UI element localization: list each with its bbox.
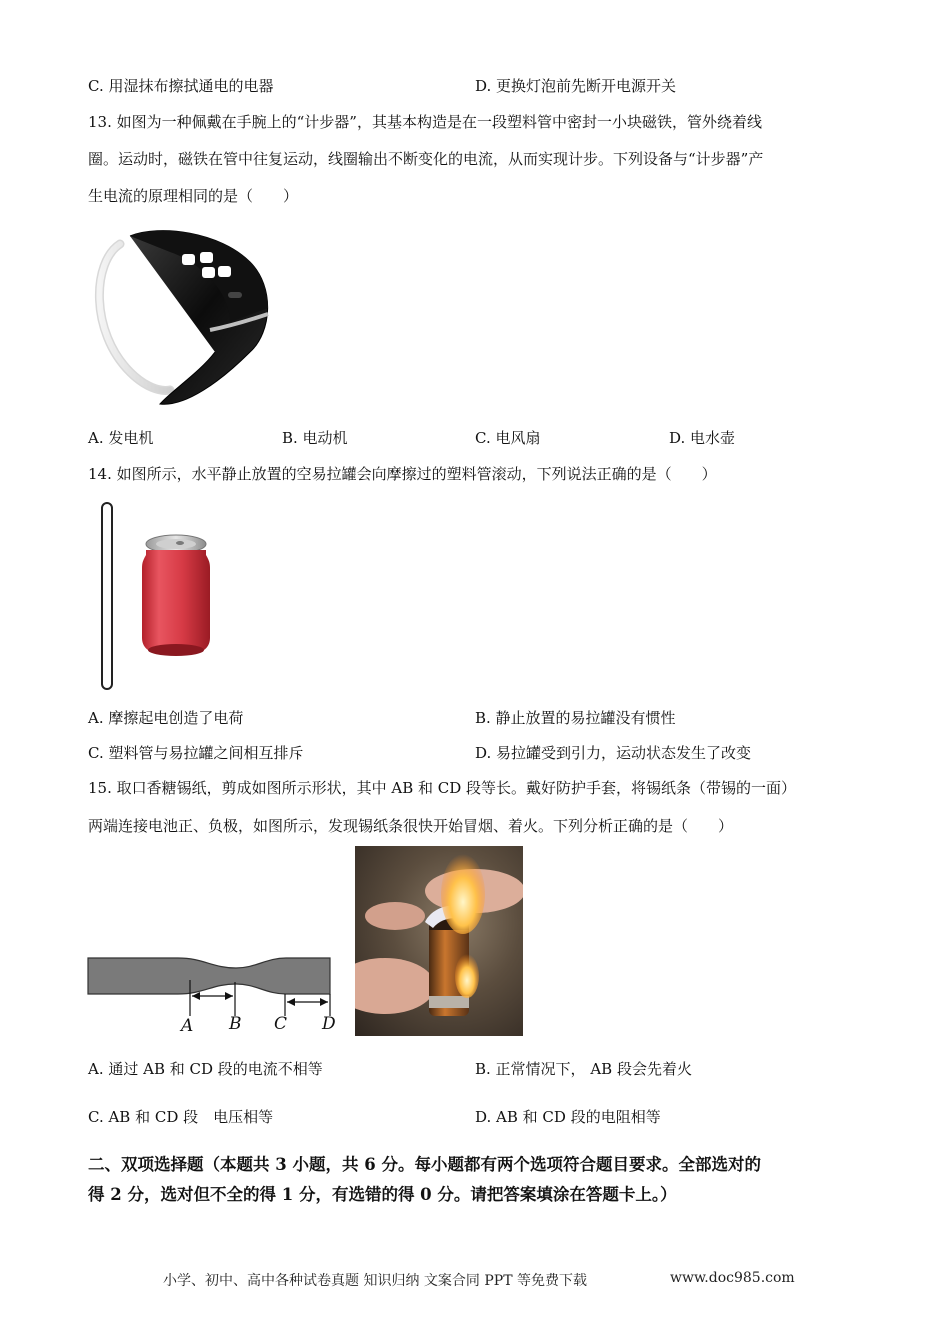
label-d: D bbox=[322, 1014, 336, 1034]
q15-option-c: C. AB 和 CD 段 电压相等 bbox=[88, 1108, 274, 1126]
q14-stem: 14. 如图所示，水平静止放置的空易拉罐会向摩擦过的塑料管滚动，下列说法正确的是（ ） bbox=[88, 465, 717, 483]
q14-option-d: D. 易拉罐受到引力，运动状态发生了改变 bbox=[475, 744, 752, 762]
q14-option-a: A. 摩擦起电创造了电荷 bbox=[88, 709, 244, 727]
q13-stem-line1: 13. 如图为一种佩戴在手腕上的“计步器”，其基本构造是在一段塑料管中密封一小块磁铁，管外绕着线 bbox=[88, 113, 762, 131]
foil-strip-diagram bbox=[86, 950, 336, 1042]
footer-text: 小学、初中、高中各种试卷真题 知识归纳 文案合同 PPT 等免费下载 bbox=[163, 1273, 587, 1289]
q13-option-b: B. 电动机 bbox=[282, 429, 348, 447]
q15-option-a: A. 通过 AB 和 CD 段的电流不相等 bbox=[88, 1060, 323, 1078]
q15-stem-line1: 15. 取口香糖锡纸，剪成如图所示形状，其中 AB 和 CD 段等长。戴好防护手套，将锡纸条（带锡的一面） bbox=[88, 779, 797, 797]
pedometer-band-figure bbox=[90, 222, 280, 412]
q15-stem-line2: 两端连接电池正、负极，如图所示，发现锡纸条很快开始冒烟、着火。下列分析正确的是（ ） bbox=[88, 817, 734, 835]
q13-option-c: C. 电风扇 bbox=[475, 429, 541, 447]
q13-stem-line2: 圈。运动时，磁铁在管中往复运动，线圈输出不断变化的电流，从而实现计步。下列设备与“计步器”产 bbox=[88, 150, 764, 168]
q13-option-d: D. 电水壶 bbox=[669, 429, 736, 447]
label-a: A bbox=[181, 1016, 194, 1036]
q15-option-d: D. AB 和 CD 段的电阻相等 bbox=[475, 1108, 661, 1126]
q13-option-a: A. 发电机 bbox=[88, 429, 154, 447]
label-b: B bbox=[229, 1014, 242, 1034]
label-c: C bbox=[274, 1014, 288, 1034]
q12-option-c: C. 用湿抹布擦拭通电的电器 bbox=[88, 77, 274, 95]
section-heading-line2: 得 2 分，选对但不全的得 1 分，有选错的得 0 分。请把答案填涂在答题卡上。） bbox=[88, 1185, 677, 1204]
section-heading-line1: 二、双项选择题（本题共 3 小题，共 6 分。每小题都有两个选项符合题目要求。全部选对的 bbox=[88, 1155, 761, 1174]
q15-option-b: B. 正常情况下， AB 段会先着火 bbox=[475, 1060, 692, 1078]
q13-stem-line3: 生电流的原理相同的是（ ） bbox=[88, 187, 299, 205]
q14-option-b: B. 静止放置的易拉罐没有惯性 bbox=[475, 709, 676, 727]
tube-and-can-figure bbox=[96, 500, 226, 695]
footer-url[interactable]: www.doc985.com bbox=[670, 1270, 795, 1286]
burning-foil-photo bbox=[355, 846, 523, 1036]
q14-option-c: C. 塑料管与易拉罐之间相互排斥 bbox=[88, 744, 304, 762]
q12-option-d: D. 更换灯泡前先断开电源开关 bbox=[475, 77, 677, 95]
